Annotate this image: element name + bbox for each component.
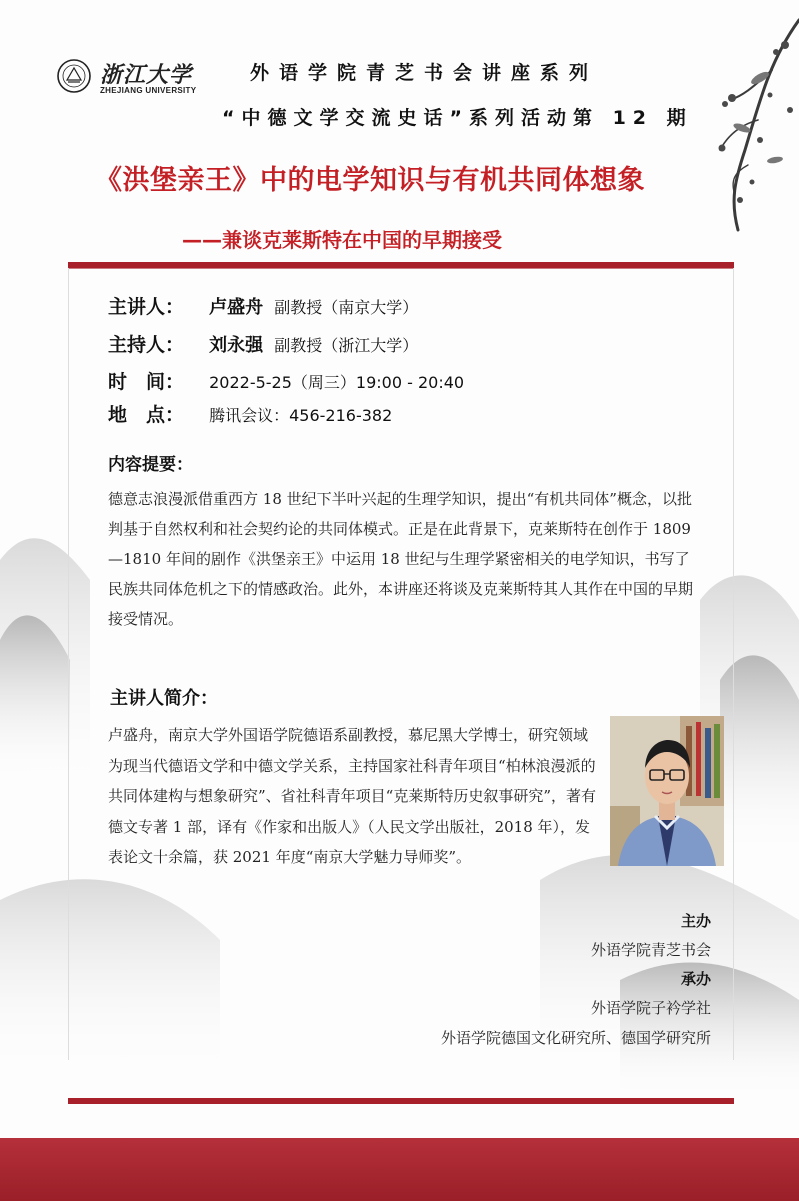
university-logo (56, 58, 206, 98)
time-value: 2022-5-25（周三）19:00 - 20:40 (209, 373, 465, 392)
footer-band (0, 1138, 799, 1201)
host-org: 外语学院青芝书会 (590, 941, 711, 959)
time-label: 时 间： (108, 371, 185, 393)
speaker-photo (610, 716, 724, 866)
host-title: 副教授（浙江大学） (274, 336, 419, 355)
host-row (108, 330, 418, 360)
co-org-1: 外语学院子衿学社 (590, 999, 711, 1017)
host-name: 刘永强 (209, 335, 264, 356)
lecture-title: 《洪堡亲王》中的电学知识与有机共同体想象 (95, 165, 645, 196)
abstract-heading: 内容提要： (108, 455, 193, 475)
university-name-en: ZHEJIANG UNIVERSITY (100, 86, 197, 95)
series-title: 外语学院青芝书会讲座系列 (250, 62, 599, 84)
abstract-text: 德意志浪漫派借重西方 18 世纪下半叶兴起的生理学知识，提出“有机共同体”概念，以批判基于自然权利和社会契约论的共同体模式。正是在此背景下，克莱斯特在创作于 1809—1810 年间的剧作《洪堡亲王》中运用 18 世纪与生理学紧密相关的电学知识，书写了民族共同体危机之下的情感政治。此外，本讲座还将谈及克莱斯特其人其作在中国的早期接受情况。 (108, 490, 694, 628)
speaker-label: 主讲人： (108, 296, 185, 318)
series-issue: “中德文学交流史话”系列活动第 12 期 (222, 107, 693, 129)
bio-text: 卢盛舟，南京大学外国语学院德语系副教授，慕尼黑大学博士，研究领域为现当代德语文学和中德文学关系，主持国家社科青年项目“柏林浪漫派的共同体建构与想象研究”、省社科青年项目“克莱斯特历史叙事研究”，著有德文专著 1 部，译有《作家和出版人》（人民文学出版社，2018 年），发表论文十余篇，获 2021 年度“南京大学魅力导师奖”。 (108, 726, 597, 866)
university-name-cn: 浙江大学 (100, 62, 193, 88)
place-label: 地 点： (108, 404, 185, 426)
speaker-row (108, 292, 418, 322)
bio-heading: 主讲人简介： (110, 688, 218, 709)
university-seal-icon (56, 58, 92, 94)
host-label: 主持人： (108, 334, 185, 356)
co-org-heading: 承办 (680, 970, 711, 988)
bottom-divider (68, 1098, 734, 1104)
time-row (108, 367, 464, 397)
place-value: 腾讯会议：456-216-382 (209, 406, 393, 425)
lecture-subtitle: ——兼谈克莱斯特在中国的早期接受 (182, 228, 502, 252)
speaker-name: 卢盛舟 (209, 297, 264, 318)
co-org-2: 外语学院德国文化研究所、德国学研究所 (440, 1029, 711, 1047)
speaker-portrait-image (610, 716, 724, 866)
host-org-heading: 主办 (680, 912, 711, 930)
speaker-title: 副教授（南京大学） (274, 298, 419, 317)
place-row (108, 400, 392, 430)
